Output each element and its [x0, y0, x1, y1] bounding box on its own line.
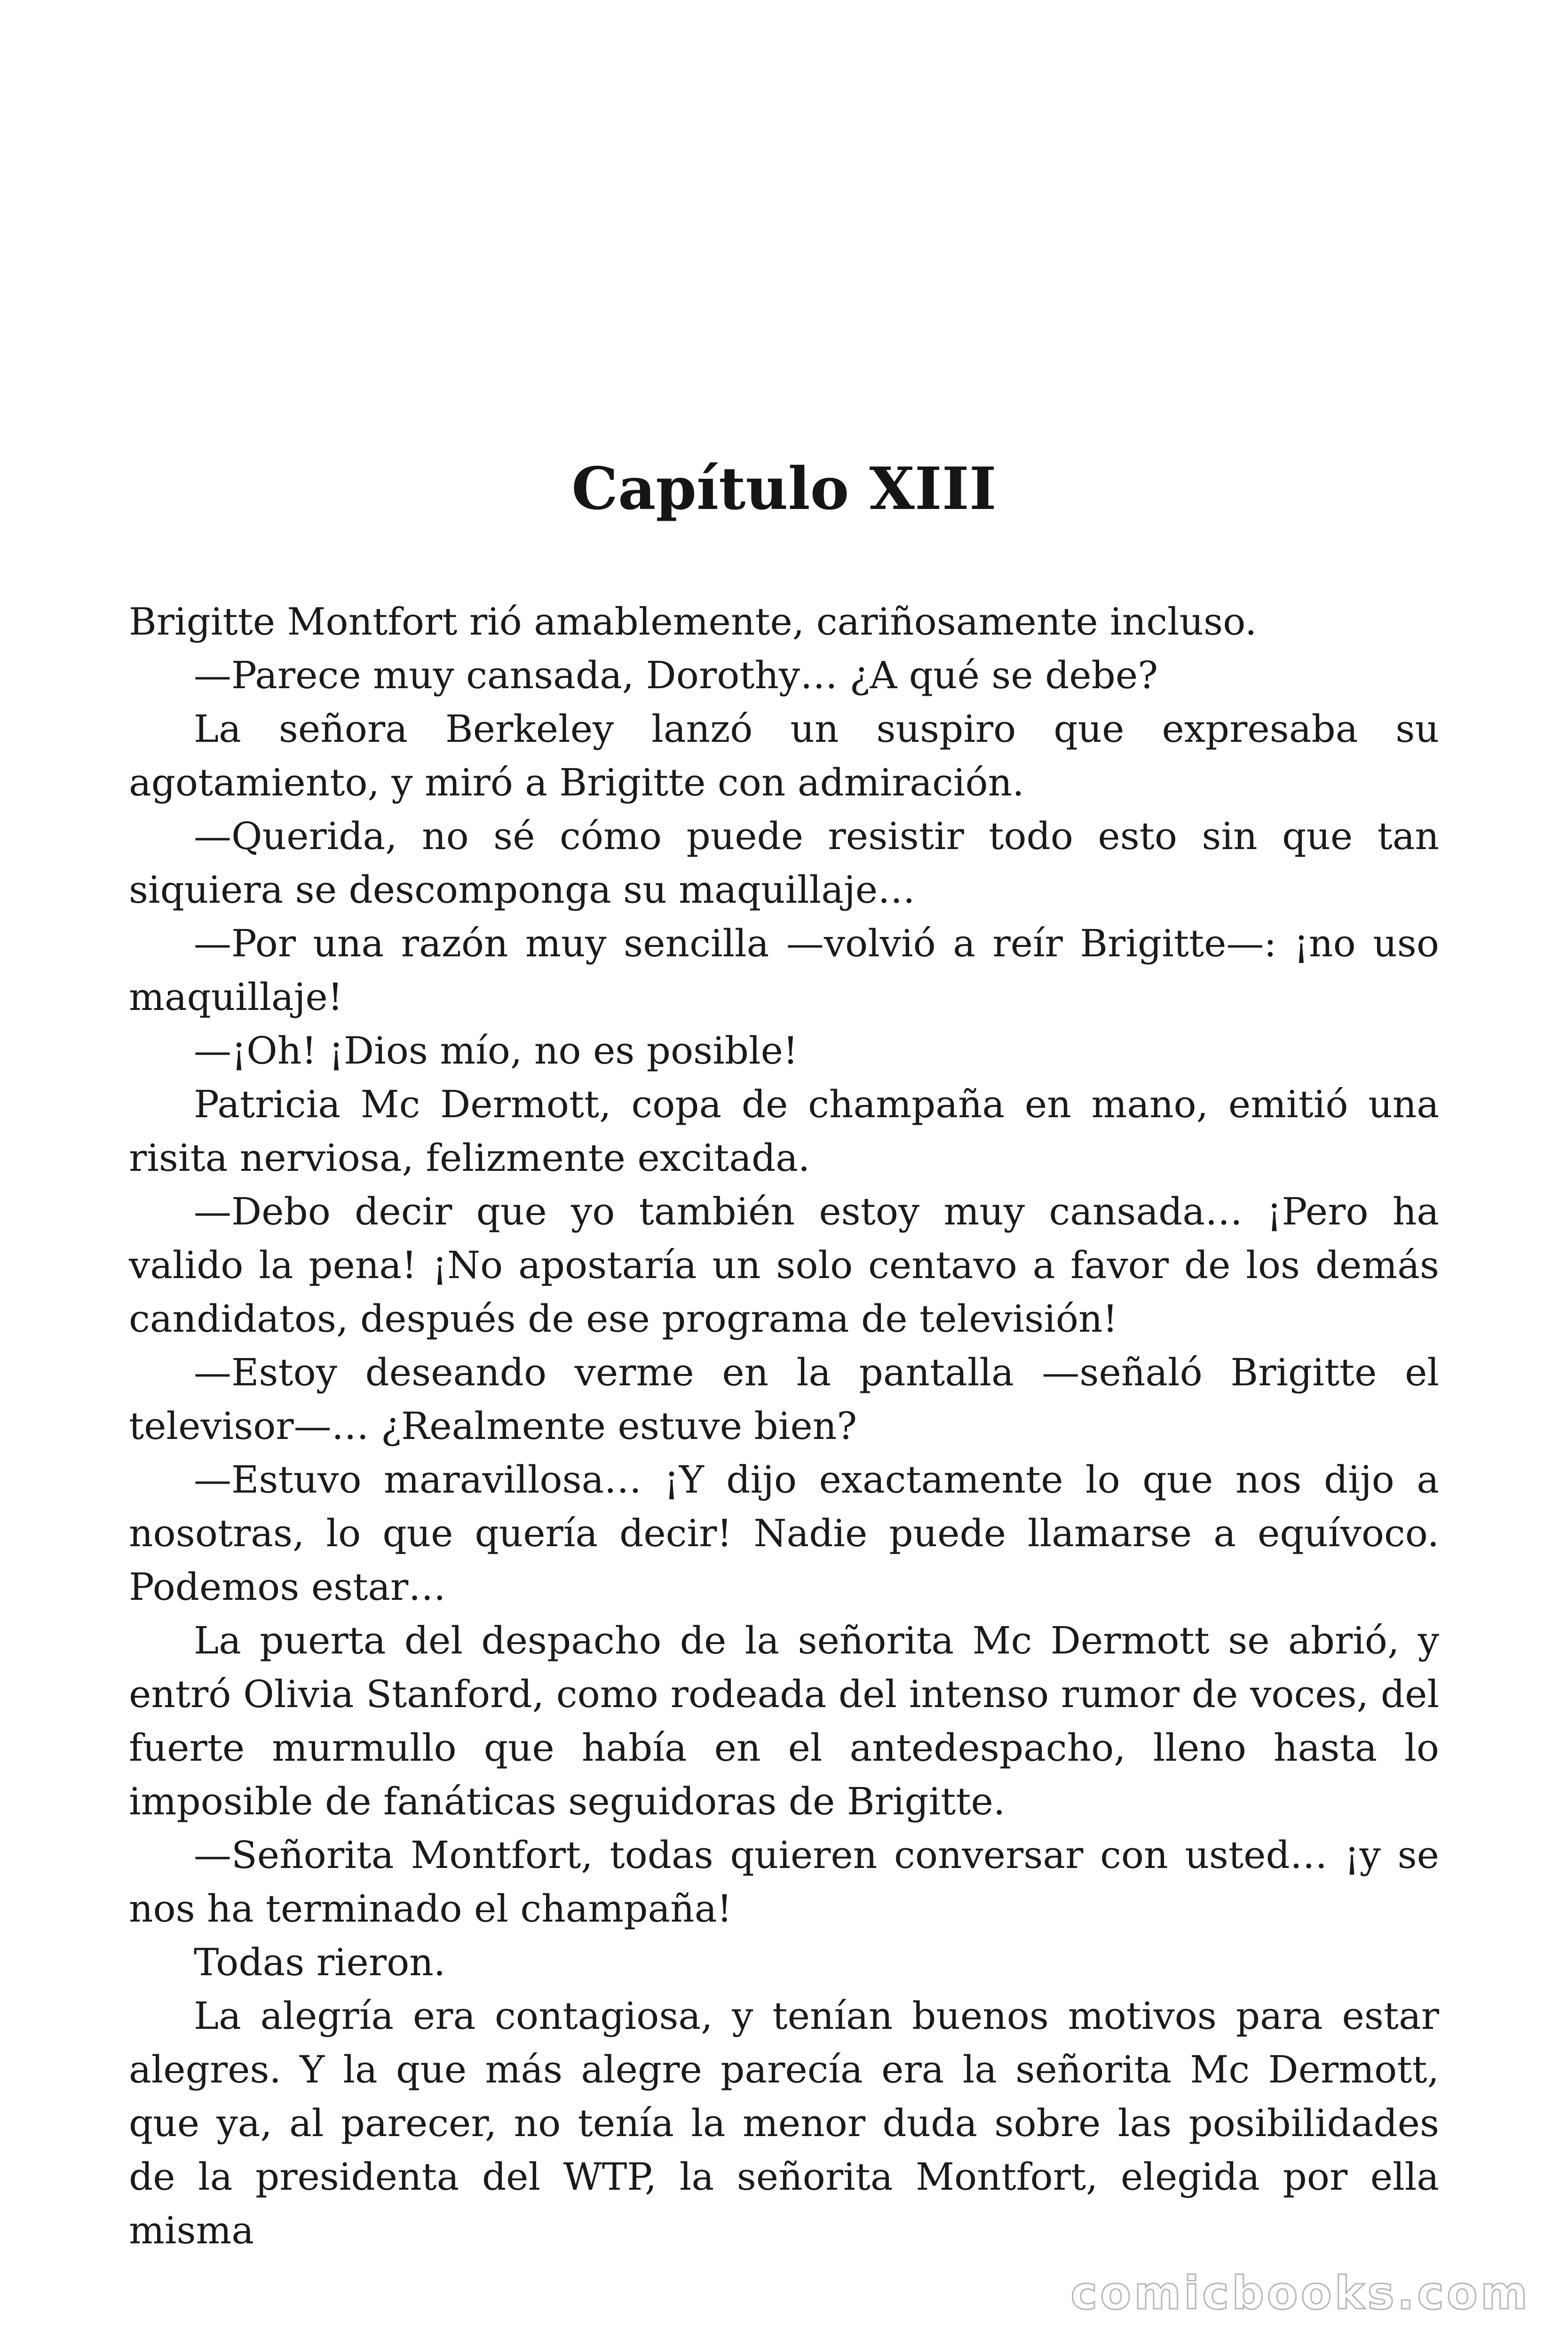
paragraph: —Debo decir que yo también estoy muy cansada… ¡Pero ha valido la pena! ¡No apostaría un solo centavo a favor de los demás candidatos, después de ese programa de televisión!	[129, 1190, 1439, 1341]
paragraph: —Estuvo maravillosa… ¡Y dijo exactamente lo que nos dijo a nosotras, lo que quería decir! Nadie puede llamarse a equívoco. Podemos estar…	[129, 1458, 1439, 1609]
paragraph: —Querida, no sé cómo puede resistir todo esto sin que tan siquiera se descomponga su maquillaje…	[129, 814, 1439, 912]
paragraph: La puerta del despacho de la señorita Mc Dermott se abrió, y entró Olivia Stanford, como rodeada del intenso rumor de voces, del fuerte murmullo que había en el antedespacho, lleno hasta lo imposible de fanáticas seguidoras de Brigitte.	[129, 1619, 1439, 1823]
paragraph: —Por una razón muy sencilla —volvió a reír Brigitte—: ¡no uso maquillaje!	[129, 922, 1439, 1019]
paragraph: —Señorita Montfort, todas quieren conversar con usted… ¡y se nos ha terminado el champaña!	[129, 1833, 1439, 1931]
paragraph: —Parece muy cansada, Dorothy… ¿A qué se debe?	[194, 653, 1158, 697]
paragraph: —¡Oh! ¡Dios mío, no es posible!	[194, 1029, 799, 1073]
body-text	[129, 595, 1439, 2257]
paragraph: Brigitte Montfort rió amablemente, cariñosamente incluso.	[129, 600, 1257, 644]
paragraph: La alegría era contagiosa, y tenían buenos motivos para estar alegres. Y la que más alegre parecía era la señorita Mc Dermott, que ya, al parecer, no tenía la menor duda sobre las posibilidades de la presidenta del WTP, la señorita Montfort, elegida por ella misma	[129, 1994, 1439, 2252]
paragraph: Todas rieron.	[194, 1940, 446, 1984]
paragraph: Patricia Mc Dermott, copa de champaña en mano, emitió una risita nerviosa, felizmente excitada.	[129, 1082, 1439, 1180]
paragraph: La señora Berkeley lanzó un suspiro que expresaba su agotamiento, y miró a Brigitte con admiración.	[129, 707, 1439, 804]
paragraph: —Estoy deseando verme en la pantalla —señaló Brigitte el televisor—… ¿Realmente estuve bien?	[129, 1351, 1439, 1448]
watermark: comicbooks.com	[1070, 2267, 1530, 2320]
chapter-title: Capítulo XIII	[571, 455, 997, 523]
